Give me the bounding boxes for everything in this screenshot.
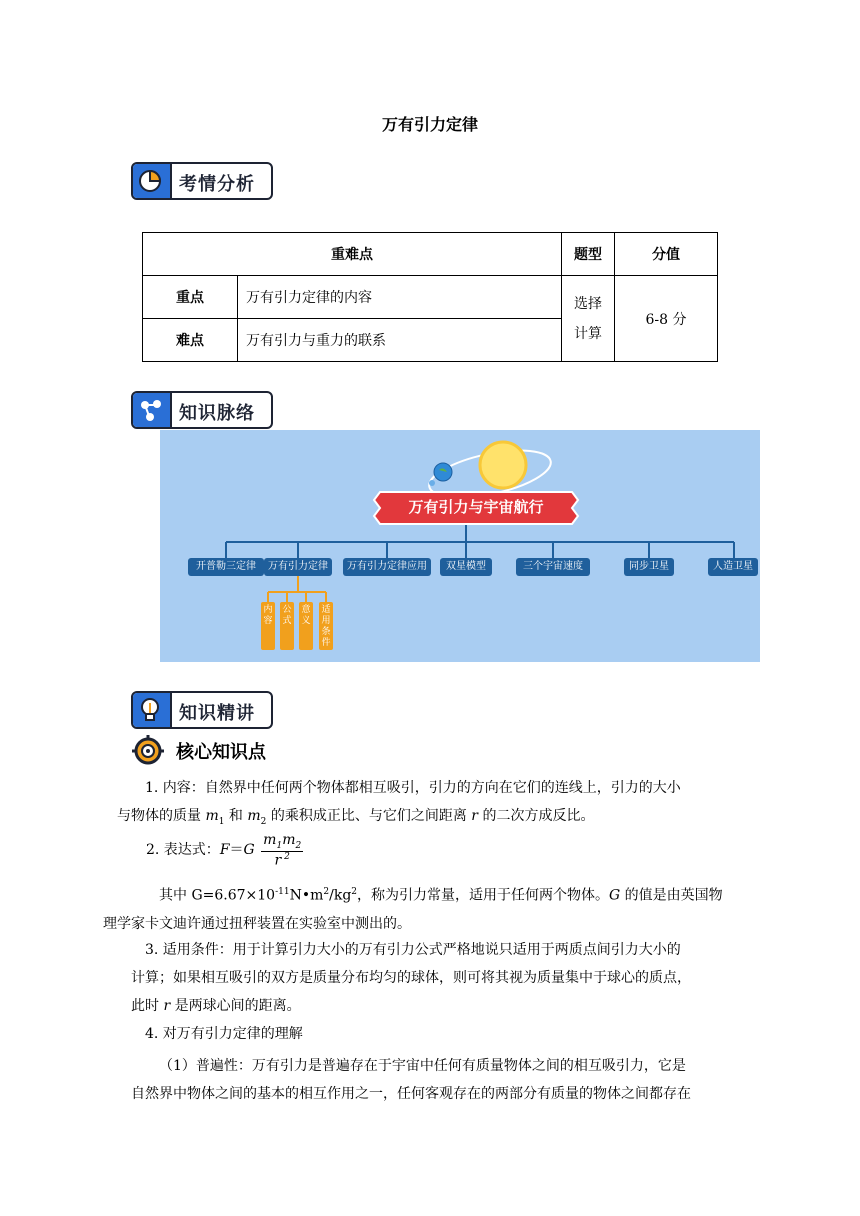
section-badge-analysis: [131, 162, 273, 200]
row-content-difficult: 万有引力与重力的联系: [238, 319, 562, 362]
mindmap-subnode: 适用条件: [319, 602, 333, 650]
text-segment: 与物体的质量: [117, 808, 206, 824]
constant-value: G=6.67×10: [191, 887, 276, 904]
text-segment: （1）普遍性：万有引力是普遍存在于宇宙中任何有质量物体之间的相互吸引力，它是: [159, 1058, 686, 1074]
text-segment: 此时: [131, 998, 164, 1014]
mindmap-subnode: 公式: [280, 602, 294, 650]
molecule-icon: [133, 393, 172, 427]
header-difficulty: 重难点: [143, 233, 562, 276]
constant-paragraph: 其中 $G=6.67\times 10^{-11}N•m^2/kg^2$，称为引力常量，适用于任何两个物体。G 的值是由英国物 理学家卡文迪许通过扭秤装置在实验室中测出的。: [131, 878, 729, 938]
lightbulb-icon: [133, 693, 172, 727]
core-knowledge-title: 核心知识点: [176, 742, 266, 763]
mindmap-node: 三个宇宙速度: [516, 558, 590, 576]
analysis-table: [142, 232, 718, 362]
text-segment: 是两球心间的距离。: [170, 998, 301, 1014]
text-segment: 的二次方成反比。: [478, 808, 595, 824]
header-score: 分值: [615, 233, 718, 276]
question-type-cell: [562, 276, 615, 362]
formula-line: 2. 表达式：F＝G $\frac{m_1m_2}{r ^2}$: [146, 832, 302, 869]
distance-symbol: r: [471, 808, 478, 824]
row-label-key: 重点: [143, 276, 238, 319]
mindmap-node: 人造卫星: [708, 558, 758, 576]
type-line-1: 选择: [574, 295, 602, 312]
mindmap-node: 开普勒三定律: [188, 558, 264, 576]
page-title: 万有引力定律: [381, 115, 478, 134]
score-cell: 6-8 分: [615, 276, 718, 362]
unit-segment: /kg: [329, 887, 352, 904]
mass-symbol-1: m: [205, 808, 219, 824]
mass-symbol-2: m: [247, 808, 261, 824]
pie-chart-icon: [133, 164, 172, 198]
mindmap-connectors: [160, 430, 760, 662]
formula-label: 2. 表达式：: [146, 842, 220, 859]
unit-segment: N•m: [289, 887, 324, 904]
mindmap-node: 万有引力定律: [264, 558, 332, 576]
item-content-line1: 1. 内容：自然界中任何两个物体都相互吸引，引力的方向在它们的连线上，引力的大小: [145, 780, 681, 796]
text-segment: 自然界中物体之间的基本的相互作用之一，任何客观存在的两部分有质量的物体之间都存在: [131, 1086, 691, 1102]
text-segment: 理学家卡文迪许通过扭秤装置在实验室中测出的。: [103, 915, 411, 932]
badge-label: 知识脉络: [179, 403, 255, 424]
section-badge-knowledge-map: [131, 391, 273, 429]
badge-label: 知识精讲: [179, 703, 255, 724]
text-segment: 的值是由英国物: [620, 887, 723, 904]
type-line-2: 计算: [574, 325, 602, 342]
text-segment: 3. 适用条件：用于计算引力大小的万有引力公式严格地说只适用于两质点间引力大小的: [145, 942, 681, 958]
text-segment: 计算；如果相互吸引的双方是质量分布均匀的球体，则可将其视为质量集中于球心的质点，: [131, 970, 691, 986]
mindmap-node: 万有引力定律应用: [343, 558, 431, 576]
knowledge-mindmap: [160, 430, 760, 662]
understanding-heading: 4. 对万有引力定律的理解: [145, 1026, 303, 1042]
mindmap-root: 万有引力与宇宙航行: [408, 498, 544, 516]
mindmap-node: 双星模型: [440, 558, 492, 576]
text-segment: ，称为引力常量，适用于任何两个物体。: [357, 887, 610, 904]
mindmap-subnode: 意义: [299, 602, 313, 650]
text-segment: 其中: [159, 887, 192, 904]
mindmap-node: 同步卫星: [624, 558, 674, 576]
row-label-difficult: 难点: [143, 319, 238, 362]
section-badge-explanation: [131, 691, 273, 729]
header-type: 题型: [562, 233, 615, 276]
mindmap-subnode: 内容: [261, 602, 275, 650]
target-icon: [131, 734, 165, 768]
applicability-paragraph: 3. 适用条件：用于计算引力大小的万有引力公式严格地说只适用于两质点间引力大小的 计算；如果相互吸引的双方是质量分布均匀的球体，则可将其视为质量集中于球心的质点， 此时 r 是两球心间的距离。: [131, 942, 691, 1014]
gravity-formula-fraction: $\frac{m_1m_2}{r ^2}$: [263, 832, 302, 869]
text-segment: 和: [224, 808, 248, 824]
constant-exponent: -11: [275, 887, 290, 897]
row-content-key: 万有引力定律的内容: [238, 276, 562, 319]
item-content: 1. 内容：自然界中任何两个物体都相互吸引，引力的方向在它们的连线上，引力的大小 与物体的质量 $m_1$ 和 $m_2$ 的乘积成正比、与它们之间距离 r 的二次方成反比。: [117, 780, 681, 827]
text-segment: 的乘积成正比、与它们之间距离: [266, 808, 472, 824]
badge-label: 考情分析: [179, 174, 255, 195]
universality-paragraph: [131, 1052, 729, 1108]
